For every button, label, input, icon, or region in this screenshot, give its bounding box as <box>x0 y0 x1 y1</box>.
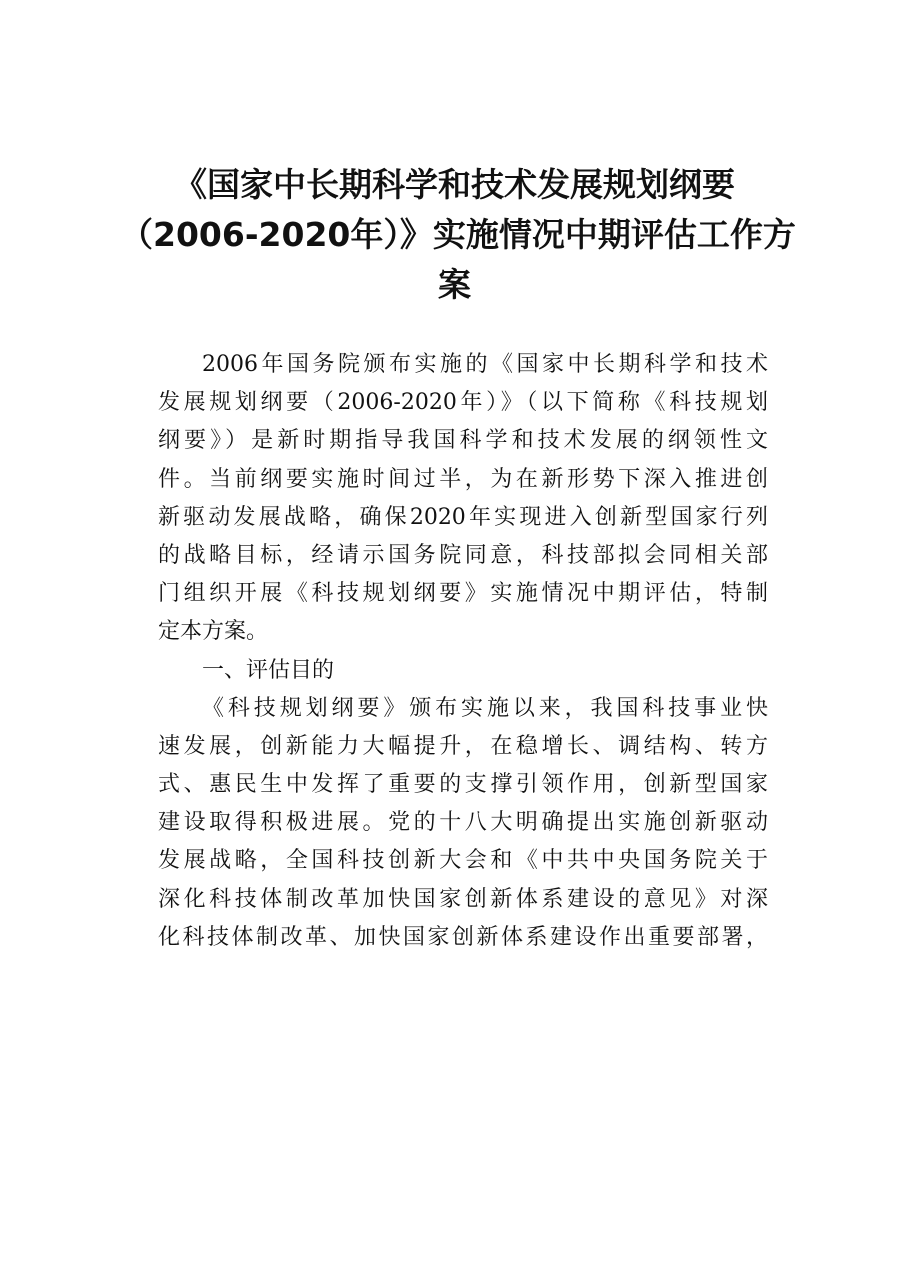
title-line: 《国家中长期科学和技术发展规划纲要 <box>174 165 735 204</box>
paragraph-line: 化科技体制改革、加快国家创新体系建设作出重要部署， <box>158 924 768 950</box>
paragraph-line: 2006年国务院颁布实施的《国家中长期科学和技术 <box>202 352 768 377</box>
paragraph-line: 件。当前纲要实施时间过半，为在新形势下深入推进创 <box>158 466 768 492</box>
paragraph-line: 式、惠民生中发挥了重要的支撑引领作用，创新型国家 <box>158 772 768 798</box>
paragraph-purpose <box>158 690 768 957</box>
paragraph-line: 发展战略，全国科技创新大会和《中共中央国务院关于 <box>158 848 768 874</box>
paragraph-line: 纲要》）是新时期指导我国科学和技术发展的纲领性文 <box>158 428 768 454</box>
title-line: （2006-2020年）》实施情况中期评估工作方 <box>120 215 796 254</box>
title-line: 案 <box>438 265 471 304</box>
paragraph-line: 门组织开展《科技规划纲要》实施情况中期评估，特制 <box>158 581 768 607</box>
paragraph-line: 速发展，创新能力大幅提升，在稳增长、调结构、转方 <box>158 733 768 759</box>
paragraph-line: 《科技规划纲要》颁布实施以来，我国科技事业快 <box>202 695 768 721</box>
section-heading: 一、评估目的 <box>202 657 335 683</box>
paragraph-intro <box>158 346 768 652</box>
paragraph-line: 新驱动发展战略，确保2020年实现进入创新型国家行列 <box>158 504 768 530</box>
document-body <box>158 346 768 957</box>
paragraph-line: 定本方案。 <box>158 619 269 645</box>
document-title <box>120 160 796 310</box>
paragraph-line: 发展规划纲要（2006-2020年）》（以下简称《科技规划 <box>158 390 768 416</box>
paragraph-line: 的战略目标，经请示国务院同意，科技部拟会同相关部 <box>158 542 768 568</box>
paragraph-line: 深化科技体制改革加快国家创新体系建设的意见》对深 <box>158 886 768 912</box>
paragraph-line: 建设取得积极进展。党的十八大明确提出实施创新驱动 <box>158 810 768 836</box>
